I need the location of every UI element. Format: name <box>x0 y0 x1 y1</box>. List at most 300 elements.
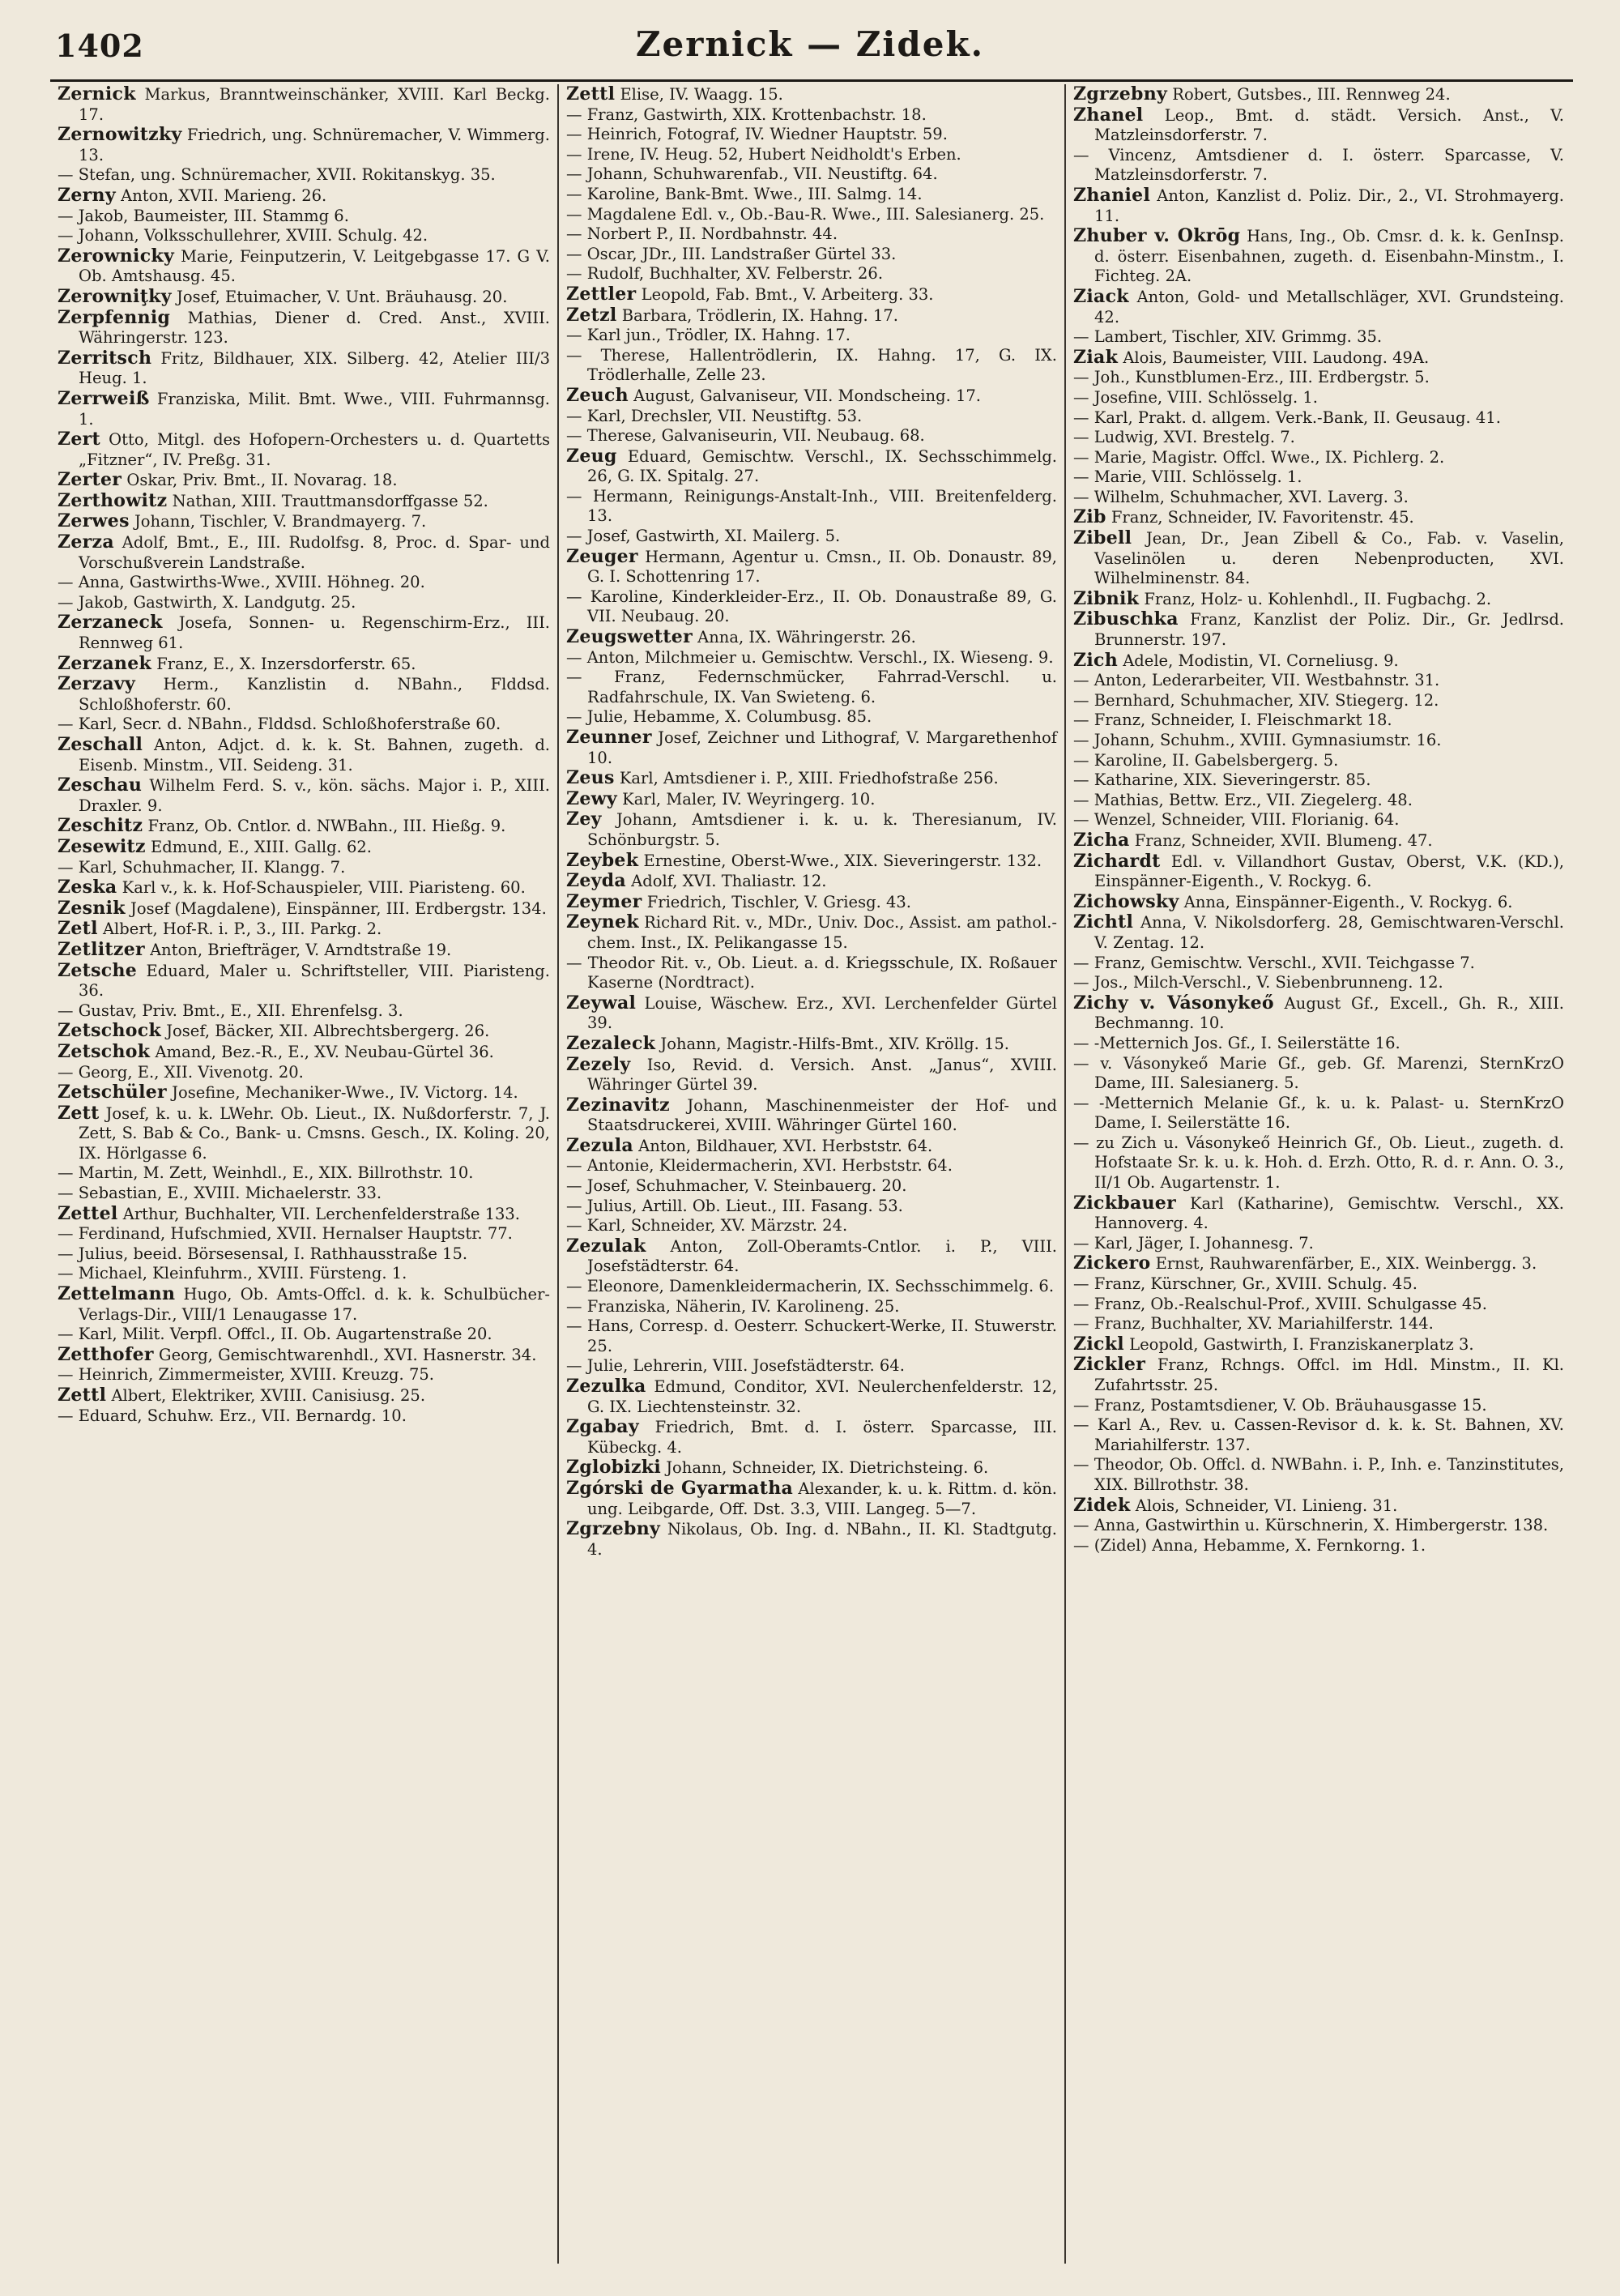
directory-entry <box>566 1156 1057 1176</box>
entry-surname: Zibell <box>1073 527 1132 549</box>
directory-entry <box>1073 751 1564 771</box>
entry-details: — Joh., Kunstblumen-Erz., III. Erdbergstr. 5. <box>1073 368 1430 387</box>
directory-entry <box>1073 1253 1564 1274</box>
entry-surname: Zeynek <box>566 911 639 933</box>
entry-details: — Anton, Lederarbeiter, VII. Westbahnstr. 31. <box>1073 671 1440 690</box>
directory-entry <box>566 407 1057 427</box>
entry-details: Elise, IV. Waagg. 15. <box>615 85 783 104</box>
entry-details: Nathan, XIII. Trauttmansdorffgasse 52. <box>167 491 488 510</box>
directory-entry <box>58 429 550 470</box>
entry-details: — Antonie, Kleidermacherin, XVI. Herbststr. 64. <box>566 1156 953 1176</box>
directory-entry <box>566 809 1057 850</box>
entry-details: Karl, Maler, IV. Weyringerg. 10. <box>616 789 876 809</box>
entry-surname: Zibnik <box>1073 587 1140 609</box>
directory-entry <box>566 993 1057 1034</box>
entry-details: — Heinrich, Zimmermeister, XVIII. Kreuzg. 75. <box>58 1365 434 1385</box>
entry-details: — Josef, Gastwirth, XI. Mailerg. 5. <box>566 527 841 546</box>
directory-entry <box>58 308 550 348</box>
directory-entry <box>566 627 1057 648</box>
directory-entry <box>566 224 1057 245</box>
entry-details: Josef, Etuimacher, V. Unt. Bräuhausg. 20. <box>171 287 508 306</box>
entry-details: — Julie, Hebamme, X. Columbusg. 85. <box>566 707 872 727</box>
entry-details: — Karl, Milit. Verpfl. Offcl., II. Ob. Augartenstraße 20. <box>58 1325 492 1344</box>
entry-surname: Zichtl <box>1073 911 1134 933</box>
entry-details: — Norbert P., II. Nordbahnstr. 44. <box>566 224 838 244</box>
directory-entry <box>566 587 1057 627</box>
entry-surname: Zernowitzky <box>58 124 182 146</box>
entry-details: — Karl jun., Trödler, IX. Hahng. 17. <box>566 326 850 345</box>
entry-surname: Zettelmann <box>58 1283 176 1305</box>
entry-details: — Mathias, Bettw. Erz., VII. Ziegelerg. 48. <box>1073 790 1413 809</box>
entry-surname: Zerter <box>58 469 122 491</box>
directory-entry <box>1073 287 1564 327</box>
entry-surname: Zerpfennig <box>58 306 171 328</box>
entry-details: Jean, Dr., Jean Zibell & Co., Fab. v. Vaselin, Vaselinölen u. deren Nebenproducten, XVI. Wilhelminenstr. 84. <box>1094 529 1564 588</box>
directory-entry <box>1073 830 1564 851</box>
entry-details: — Karl, Secr. d. NBahn., Flddsd. Schloßhoferstraße 60. <box>58 715 501 734</box>
directory-entry <box>566 1376 1057 1417</box>
entry-details: Anna, V. Nikolsdorferg. 28, Gemischtwaren-Verschl. V. Zentag. 12. <box>1094 913 1564 952</box>
entry-details: Leop., Bmt. d. städt. Versich. Anst., V. Matzleinsdorferstr. 7. <box>1094 105 1564 145</box>
entry-surname: Zettl <box>58 1385 107 1406</box>
directory-entry <box>1073 851 1564 892</box>
entry-details: — Vincenz, Amtsdiener d. I. österr. Sparcasse, V. Matzleinsdorferstr. 7. <box>1073 145 1564 185</box>
entry-details: Johann, Maschinenmeister der Hof- und Staatsdruckerei, XVIII. Währinger Gürtel 160. <box>587 1095 1057 1135</box>
entry-details: Josef, k. u. k. LWehr. Ob. Lieut., IX. Nußdorferstr. 7, J. Zett, S. Bab & Co., Bank- u. Cmsns. Gesch., IX. Koling. 20, IX. Hörlgasse 6. <box>79 1103 550 1163</box>
directory-entry <box>1073 1334 1564 1355</box>
entry-surname: Zib <box>1073 506 1106 528</box>
entry-details: Hermann, Agentur u. Cmsn., II. Ob. Donaustr. 89, G. I. Schottenring 17. <box>587 547 1057 587</box>
entry-details: — Georg, E., XII. Vivenotg. 20. <box>58 1062 304 1082</box>
directory-entry <box>566 912 1057 953</box>
entry-details: — Jakob, Baumeister, III. Stammg 6. <box>58 206 349 225</box>
entry-surname: Zerownicky <box>58 245 175 267</box>
entry-details: — zu Zich u. Vásonykeő Heinrich Gf., Ob. Lieut., zugeth. d. Hofstaate Sr. k. u. k. Hoh. d. Erzh. Otto, R. d. r. Ann. O. 3., II/1 Ob. Augartenstr. 1. <box>1073 1133 1564 1193</box>
entry-surname: Zett <box>58 1102 100 1124</box>
directory-entry <box>1073 993 1564 1034</box>
directory-entry <box>58 1204 550 1225</box>
entry-surname: Zickler <box>1073 1354 1146 1376</box>
entry-surname: Zerrweiß <box>58 387 150 409</box>
directory-entry <box>58 674 550 715</box>
entry-details: Edl. v. Villandhort Gustav, Oberst, V.K. (KD.), Einspänner-Eigenth., V. Rockyg. 6. <box>1094 851 1564 891</box>
entry-surname: Zezaleck <box>566 1032 656 1054</box>
directory-entry <box>58 84 550 125</box>
entry-details: Eduard, Gemischtw. Verschl., IX. Sechsschimmelg. 26, G. IX. Spitalg. 27. <box>587 446 1057 486</box>
entry-details: — Theodor, Ob. Offcl. d. NWBahn. i. P., Inh. e. Tanzinstitutes, XIX. Billrothstr. 38. <box>1073 1455 1564 1494</box>
directory-entry <box>58 816 550 837</box>
entry-details: Richard Rit. v., MDr., Univ. Doc., Assist. am pathol.-chem. Inst., IX. Pelikangasse 15. <box>587 913 1057 952</box>
directory-entry <box>1073 408 1564 429</box>
entry-details: — Karl, Schneider, XV. Märzstr. 24. <box>566 1216 848 1235</box>
entry-details: Adolf, XVI. Thaliastr. 12. <box>625 872 827 891</box>
entry-details: Anton, Gold- und Metallschläger, XVI. Grundsteing. 42. <box>1094 287 1564 326</box>
entry-details: — Karoline, Kinderkleider-Erz., II. Ob. Donaustraße 89, G. VII. Neubaug. 20. <box>566 587 1057 626</box>
directory-entry <box>1073 711 1564 731</box>
directory-entry <box>566 1095 1057 1136</box>
entry-details: Arthur, Buchhalter, VII. Lerchenfelderstraße 133. <box>117 1204 521 1223</box>
entry-details: Alexander, k. u. k. Rittm. d. kön. ung. Leibgarde, Off. Dst. 3.3, VIII. Langeg. 5—7. <box>587 1479 1057 1518</box>
entry-details: Adolf, Bmt., E., III. Rudolfsg. 8, Proc. d. Spar- und Vorschußverein Landstraße. <box>79 533 550 572</box>
entry-surname: Zidek <box>1073 1494 1131 1516</box>
entry-surname: Zettler <box>566 283 637 305</box>
directory-entry <box>58 1163 550 1184</box>
directory-entry <box>566 326 1057 346</box>
directory-entry <box>1073 348 1564 369</box>
entry-details: — Magdalene Edl. v., Ob.-Bau-R. Wwe., III. Salesianerg. 25. <box>566 204 1045 224</box>
entry-details: — Karoline, II. Gabelsbergerg. 5. <box>1073 750 1339 770</box>
entry-surname: Zetschock <box>58 1020 162 1042</box>
directory-columns <box>50 84 1573 2264</box>
directory-entry <box>1073 428 1564 448</box>
directory-entry <box>1073 146 1564 186</box>
directory-entry <box>566 164 1057 185</box>
entry-surname: Zgrzebny <box>1073 84 1168 105</box>
directory-entry <box>1073 973 1564 993</box>
entry-details: — Franziska, Näherin, IV. Karolineng. 25. <box>566 1296 900 1316</box>
directory-entry <box>58 1345 550 1366</box>
directory-entry <box>566 1176 1057 1197</box>
entry-surname: Zerritsch <box>58 347 152 369</box>
directory-entry <box>1073 1455 1564 1495</box>
directory-entry <box>566 954 1057 993</box>
entry-surname: Ziak <box>1073 346 1119 368</box>
directory-entry <box>566 386 1057 407</box>
entry-details: — Marie, VIII. Schlösselg. 1. <box>1073 467 1302 487</box>
directory-entry <box>1073 1274 1564 1295</box>
entry-details: Anna, Einspänner-Eigenth., V. Rockyg. 6. <box>1179 892 1513 911</box>
entry-details: — Anton, Milchmeier u. Gemischtw. Verschl., IX. Wieseng. 9. <box>566 647 1054 667</box>
entry-surname: Zickbauer <box>1073 1192 1176 1214</box>
directory-entry <box>58 735 550 775</box>
directory-entry <box>1073 1396 1564 1416</box>
entry-details: Ernestine, Oberst-Wwe., XIX. Sieveringerstr. 132. <box>638 851 1042 870</box>
entry-surname: Zerzanek <box>58 652 152 674</box>
entry-details: Josefa, Sonnen- u. Regenschirm-Erz., III. Rennweg 61. <box>79 613 550 653</box>
entry-details: August Gf., Excell., Gh. R., XIII. Bechmanng. 10. <box>1094 993 1564 1033</box>
directory-entry <box>566 1197 1057 1217</box>
directory-entry <box>58 186 550 207</box>
directory-entry <box>566 1055 1057 1095</box>
entry-details: Louise, Wäschew. Erz., XVI. Lerchenfelder Gürtel 39. <box>587 993 1057 1033</box>
entry-details: — Anna, Gastwirthin u. Kürschnerin, X. Himbergerstr. 138. <box>1073 1516 1549 1535</box>
entry-details: Josef (Magdalene), Einspänner, III. Erdbergstr. 134. <box>125 898 547 918</box>
entry-surname: Zewy <box>566 787 617 809</box>
directory-entry <box>1073 105 1564 146</box>
entry-details: — Irene, IV. Heug. 52, Hubert Neidholdt's Erben. <box>566 144 961 164</box>
entry-details: Herm., Kanzlistin d. NBahn., Flddsd. Schloßhoferstr. 60. <box>79 675 550 714</box>
directory-entry <box>1073 186 1564 226</box>
entry-details: — Karl, Jäger, I. Johannesg. 7. <box>1073 1233 1314 1253</box>
entry-details: — Bernhard, Schuhmacher, XIV. Stiegerg. 12. <box>1073 690 1439 710</box>
directory-entry <box>58 654 550 675</box>
directory-entry <box>566 1356 1057 1376</box>
entry-details: — Julius, Artill. Ob. Lieut., III. Fasang. 53. <box>566 1196 903 1215</box>
entry-details: — Katharine, XIX. Sieveringerstr. 85. <box>1073 770 1371 790</box>
entry-details: Markus, Branntweinschänker, XVIII. Karl Beckg. 17. <box>79 85 550 124</box>
entry-details: Anton, Bildhauer, XVI. Herbststr. 64. <box>633 1136 933 1155</box>
entry-surname: Zezula <box>566 1134 633 1156</box>
entry-details: — Jakob, Gastwirth, X. Landgutg. 25. <box>58 592 356 612</box>
entry-surname: Zeunner <box>566 727 652 748</box>
directory-entry <box>58 491 550 512</box>
entry-surname: Zerzavy <box>58 673 136 695</box>
directory-entry <box>58 1264 550 1284</box>
entry-details: — Franz, Schneider, I. Fleischmarkt 18. <box>1073 711 1392 730</box>
directory-entry <box>566 1297 1057 1317</box>
entry-details: — Ferdinand, Hufschmied, XVII. Hernalser Hauptstr. 77. <box>58 1224 513 1244</box>
entry-details: Robert, Gutsbes., III. Rennweg 24. <box>1167 85 1451 104</box>
column-right <box>1064 84 1571 2264</box>
entry-surname: Zeuger <box>566 545 638 567</box>
directory-entry <box>566 145 1057 165</box>
directory-entry <box>566 547 1057 587</box>
directory-entry <box>58 1244 550 1265</box>
directory-entry <box>58 511 550 532</box>
entry-details: Anna, IX. Währingerstr. 26. <box>692 628 916 647</box>
entry-surname: Zernick <box>58 84 136 105</box>
directory-entry <box>566 346 1057 386</box>
entry-details: Friedrich, Bmt. d. I. österr. Sparcasse, III. Kübeckg. 4. <box>587 1418 1057 1457</box>
directory-entry <box>58 593 550 613</box>
directory-entry <box>58 1365 550 1385</box>
entry-surname: Zert <box>58 429 101 450</box>
directory-entry <box>1073 651 1564 672</box>
entry-details: — Karl, Schuhmacher, II. Klangg. 7. <box>58 857 346 877</box>
entry-details: Franz, Rchngs. Offcl. im Hdl. Minstm., II. Kl. Zufahrtsstr. 25. <box>1094 1355 1564 1394</box>
directory-entry <box>58 1103 550 1164</box>
entry-details: — Franz, Ob.-Realschul-Prof., XVIII. Schulgasse 45. <box>1073 1294 1487 1313</box>
directory-entry <box>58 1021 550 1042</box>
entry-details: Nikolaus, Ob. Ing. d. NBahn., II. Kl. Stadtgutg. 4. <box>587 1520 1057 1559</box>
entry-details: Friedrich, ung. Schnüremacher, V. Wimmerg. 13. <box>79 126 550 164</box>
directory-entry <box>1073 507 1564 528</box>
directory-entry <box>566 426 1057 446</box>
entry-details: — Hermann, Reinigungs-Anstalt-Inh., VIII. Breitenfelderg. 13. <box>566 486 1057 526</box>
entry-surname: Zeywal <box>566 992 637 1014</box>
entry-details: — Karl, Prakt. d. allgem. Verk.-Bank, II. Geusaug. 41. <box>1073 408 1501 427</box>
directory-entry <box>566 1417 1057 1457</box>
directory-entry <box>1073 1193 1564 1234</box>
directory-entry <box>566 487 1057 527</box>
directory-entry <box>566 1136 1057 1157</box>
directory-entry <box>566 1519 1057 1560</box>
directory-entry <box>566 205 1057 225</box>
entry-surname: Zibuschka <box>1073 608 1179 630</box>
directory-entry <box>1073 448 1564 468</box>
directory-entry <box>566 892 1057 913</box>
directory-entry <box>1073 327 1564 348</box>
entry-details: Anton, Briefträger, V. Arndtstraße 19. <box>144 940 452 959</box>
directory-entry <box>58 858 550 878</box>
directory-entry <box>566 284 1057 305</box>
directory-entry <box>58 532 550 573</box>
directory-entry <box>58 226 550 246</box>
entry-details: Edmund, E., XIII. Gallg. 62. <box>145 837 372 856</box>
entry-details: — v. Vásonykeő Marie Gf., geb. Gf. Marenzi, SternKrzO Dame, III. Salesianerg. 5. <box>1073 1053 1564 1093</box>
directory-entry <box>1073 1415 1564 1455</box>
directory-entry <box>566 1236 1057 1277</box>
directory-entry <box>1073 589 1564 610</box>
entry-details: Josefine, Mechaniker-Wwe., IV. Victorg. 14. <box>166 1083 518 1103</box>
directory-entry <box>58 1001 550 1022</box>
directory-entry <box>1073 368 1564 388</box>
directory-entry <box>1073 609 1564 650</box>
directory-entry <box>566 728 1057 768</box>
entry-surname: Zetthofer <box>58 1343 154 1365</box>
directory-entry <box>58 348 550 389</box>
entry-surname: Zglobizki <box>566 1457 662 1479</box>
entry-details: — Franz, Gemischtw. Verschl., XVII. Teichgasse 7. <box>1073 953 1475 972</box>
entry-surname: Zhuber v. Okrōg <box>1073 225 1241 247</box>
directory-entry <box>58 919 550 940</box>
directory-entry <box>566 668 1057 707</box>
entry-details: Wilhelm Ferd. S. v., kön. sächs. Major i. P., XIII. Draxler. 9. <box>79 776 550 815</box>
entry-details: Franz, Schneider, XVII. Blumeng. 47. <box>1129 830 1433 850</box>
entry-details: — Franz, Gastwirth, XIX. Krottenbachstr. 18. <box>566 105 927 124</box>
directory-entry <box>1073 1034 1564 1054</box>
entry-details: — Jos., Milch-Verschl., V. Siebenbrunneng. 12. <box>1073 973 1443 992</box>
directory-entry <box>1073 528 1564 589</box>
entry-details: Amand, Bez.-R., E., XV. Neubau-Gürtel 36. <box>150 1042 494 1061</box>
running-title: Zernick — Zidek. <box>635 24 985 64</box>
directory-entry <box>58 775 550 816</box>
directory-entry <box>1073 1536 1564 1556</box>
entry-details: — Ludwig, XVI. Brestelg. 7. <box>1073 428 1295 447</box>
entry-surname: Zetsche <box>58 959 138 981</box>
entry-details: Karl (Katharine), Gemischtw. Verschl., XX. Hannoverg. 4. <box>1094 1193 1564 1233</box>
directory-entry <box>566 851 1057 872</box>
entry-details: Hans, Ing., Ob. Cmsr. d. k. k. GenInsp. d. österr. Eisenbahnen, zugeth. d. Eisenbahn-Minstm., I. Fichteg. 2A. <box>1094 227 1564 286</box>
directory-entry <box>566 1479 1057 1519</box>
entry-details: Ernst, Rauhwarenfärber, E., XIX. Weinbergg. 3. <box>1150 1254 1537 1274</box>
entry-details: Karl v., k. k. Hof-Schauspieler, VIII. Piaristeng. 60. <box>117 878 526 898</box>
header-rule <box>50 79 1573 82</box>
entry-surname: Zicha <box>1073 829 1130 851</box>
entry-surname: Zezely <box>566 1053 631 1075</box>
entry-details: — Karl A., Rev. u. Cassen-Revisor d. k. k. St. Bahnen, XV. Mariahilferstr. 137. <box>1073 1415 1564 1454</box>
directory-entry <box>566 871 1057 892</box>
directory-entry <box>58 1063 550 1083</box>
directory-entry <box>566 105 1057 126</box>
entry-surname: Zhaniel <box>1073 184 1151 206</box>
directory-entry <box>1073 388 1564 408</box>
entry-details: — Sebastian, E., XVIII. Michaelerstr. 33. <box>58 1184 382 1203</box>
directory-entry <box>1073 892 1564 913</box>
directory-entry <box>1073 770 1564 791</box>
directory-entry <box>58 1184 550 1204</box>
entry-surname: Zettel <box>58 1202 118 1224</box>
directory-entry <box>1073 691 1564 711</box>
entry-surname: Zezinavitz <box>566 1094 670 1116</box>
directory-entry <box>1073 810 1564 830</box>
entry-details: Marie, Feinputzerin, V. Leitgebgasse 17. G V. Ob. Amtshausg. 45. <box>79 246 550 286</box>
directory-entry <box>1073 226 1564 287</box>
entry-surname: Zerny <box>58 184 116 206</box>
directory-entry <box>1073 1133 1564 1193</box>
directory-entry <box>1073 954 1564 974</box>
directory-entry <box>1073 912 1564 953</box>
entry-surname: Zeus <box>566 767 615 789</box>
directory-entry <box>58 1042 550 1063</box>
entry-details: Anton, Zoll-Oberamts-Cntlor. i. P., VIII. Josefstädterstr. 64. <box>587 1236 1057 1276</box>
page-header <box>40 24 1580 73</box>
entry-details: Franz, Kanzlist der Poliz. Dir., Gr. Jedlrsd. Brunnerstr. 197. <box>1094 610 1564 650</box>
entry-details: Anton, XVII. Marieng. 26. <box>115 186 327 205</box>
directory-entry <box>1073 467 1564 488</box>
entry-surname: Zich <box>1073 649 1119 671</box>
entry-details: Josef, Bäcker, XII. Albrechtsbergerg. 26. <box>161 1022 490 1041</box>
entry-details: — Karoline, Bank-Bmt. Wwe., III. Salmg. 14. <box>566 184 923 203</box>
entry-details: Johann, Tischler, V. Brandmayerg. 7. <box>129 512 427 531</box>
directory-entry <box>566 1457 1057 1479</box>
entry-details: Josef, Zeichner und Lithograf, V. Margarethenhof 10. <box>587 728 1057 767</box>
directory-entry <box>58 837 550 858</box>
directory-entry <box>566 648 1057 668</box>
entry-surname: Zetlitzer <box>58 938 145 960</box>
entry-surname: Zgabay <box>566 1416 639 1438</box>
entry-details: — (Zidel) Anna, Hebamme, X. Fernkorng. 1. <box>1073 1535 1426 1555</box>
entry-surname: Zerowniţky <box>58 285 172 307</box>
entry-surname: Zettl <box>566 84 616 105</box>
entry-surname: Zickero <box>1073 1253 1151 1274</box>
entry-details: Leopold, Fab. Bmt., V. Arbeiterg. 33. <box>636 284 934 304</box>
entry-details: — Stefan, ung. Schnüremacher, XVII. Rokitanskyg. 35. <box>58 165 496 185</box>
entry-surname: Zeska <box>58 877 117 898</box>
directory-entry <box>58 287 550 308</box>
entry-surname: Zeyda <box>566 870 626 892</box>
entry-details: Mathias, Diener d. Cred. Anst., XVIII. Währingerstr. 123. <box>79 308 550 348</box>
entry-details: — Michael, Kleinfuhrm., XVIII. Fürsteng. 1. <box>58 1264 407 1283</box>
entry-details: Franz, Schneider, IV. Favoritenstr. 45. <box>1106 508 1414 527</box>
directory-entry <box>1073 1355 1564 1395</box>
entry-details: — Johann, Schuhwarenfab., VII. Neustiftg. 64. <box>566 164 938 184</box>
directory-entry <box>58 207 550 227</box>
directory-entry <box>58 125 550 165</box>
directory-entry <box>58 961 550 1001</box>
entry-details: — Franz, Kürschner, Gr., XVIII. Schulg. 45. <box>1073 1274 1418 1294</box>
entry-details: — -Metternich Melanie Gf., k. u. k. Palast- u. SternKrzO Dame, I. Seilerstätte 16. <box>1073 1093 1564 1133</box>
entry-details: — Karl, Drechsler, VII. Neustiftg. 53. <box>566 406 863 425</box>
entry-surname: Zgórski de Gyarmatha <box>566 1477 794 1499</box>
directory-entry <box>58 1325 550 1345</box>
entry-details: — Franz, Buchhalter, XV. Mariahilferstr. 144. <box>1073 1314 1434 1334</box>
entry-surname: Zeschall <box>58 734 143 755</box>
directory-entry <box>566 185 1057 205</box>
directory-entry <box>58 1082 550 1103</box>
directory-entry <box>58 389 550 429</box>
directory-entry <box>58 715 550 735</box>
directory-entry <box>566 1317 1057 1356</box>
entry-details: Eduard, Maler u. Schriftsteller, VIII. Piaristeng. 36. <box>79 961 550 1001</box>
entry-surname: Zeuch <box>566 384 629 406</box>
entry-details: Anton, Kanzlist d. Poliz. Dir., 2., VI. Strohmayerg. 11. <box>1094 186 1564 225</box>
entry-details: — Heinrich, Fotograf, IV. Wiedner Hauptstr. 59. <box>566 125 948 144</box>
entry-details: — Hans, Corresp. d. Oesterr. Schuckert-Werke, II. Stuwerstr. 25. <box>566 1317 1057 1355</box>
entry-surname: Zey <box>566 809 602 830</box>
entry-details: Barbara, Trödlerin, IX. Hahng. 17. <box>616 305 898 325</box>
entry-details: Karl, Amtsdiener i. P., XIII. Friedhofstraße 256. <box>614 769 999 788</box>
entry-surname: Zhanel <box>1073 104 1144 126</box>
entry-surname: Zerzaneck <box>58 612 163 634</box>
directory-entry <box>58 1385 550 1406</box>
entry-details: — Rudolf, Buchhalter, XV. Felberstr. 26. <box>566 264 884 284</box>
entry-details: Anton, Adjct. d. k. k. St. Bahnen, zugeth. d. Eisenb. Minstm., VII. Seideng. 31. <box>79 736 550 775</box>
directory-entry <box>58 877 550 898</box>
entry-details: — Wilhelm, Schuhmacher, XVI. Laverg. 3. <box>1073 487 1409 506</box>
directory-entry <box>566 446 1057 487</box>
directory-entry <box>566 305 1057 326</box>
